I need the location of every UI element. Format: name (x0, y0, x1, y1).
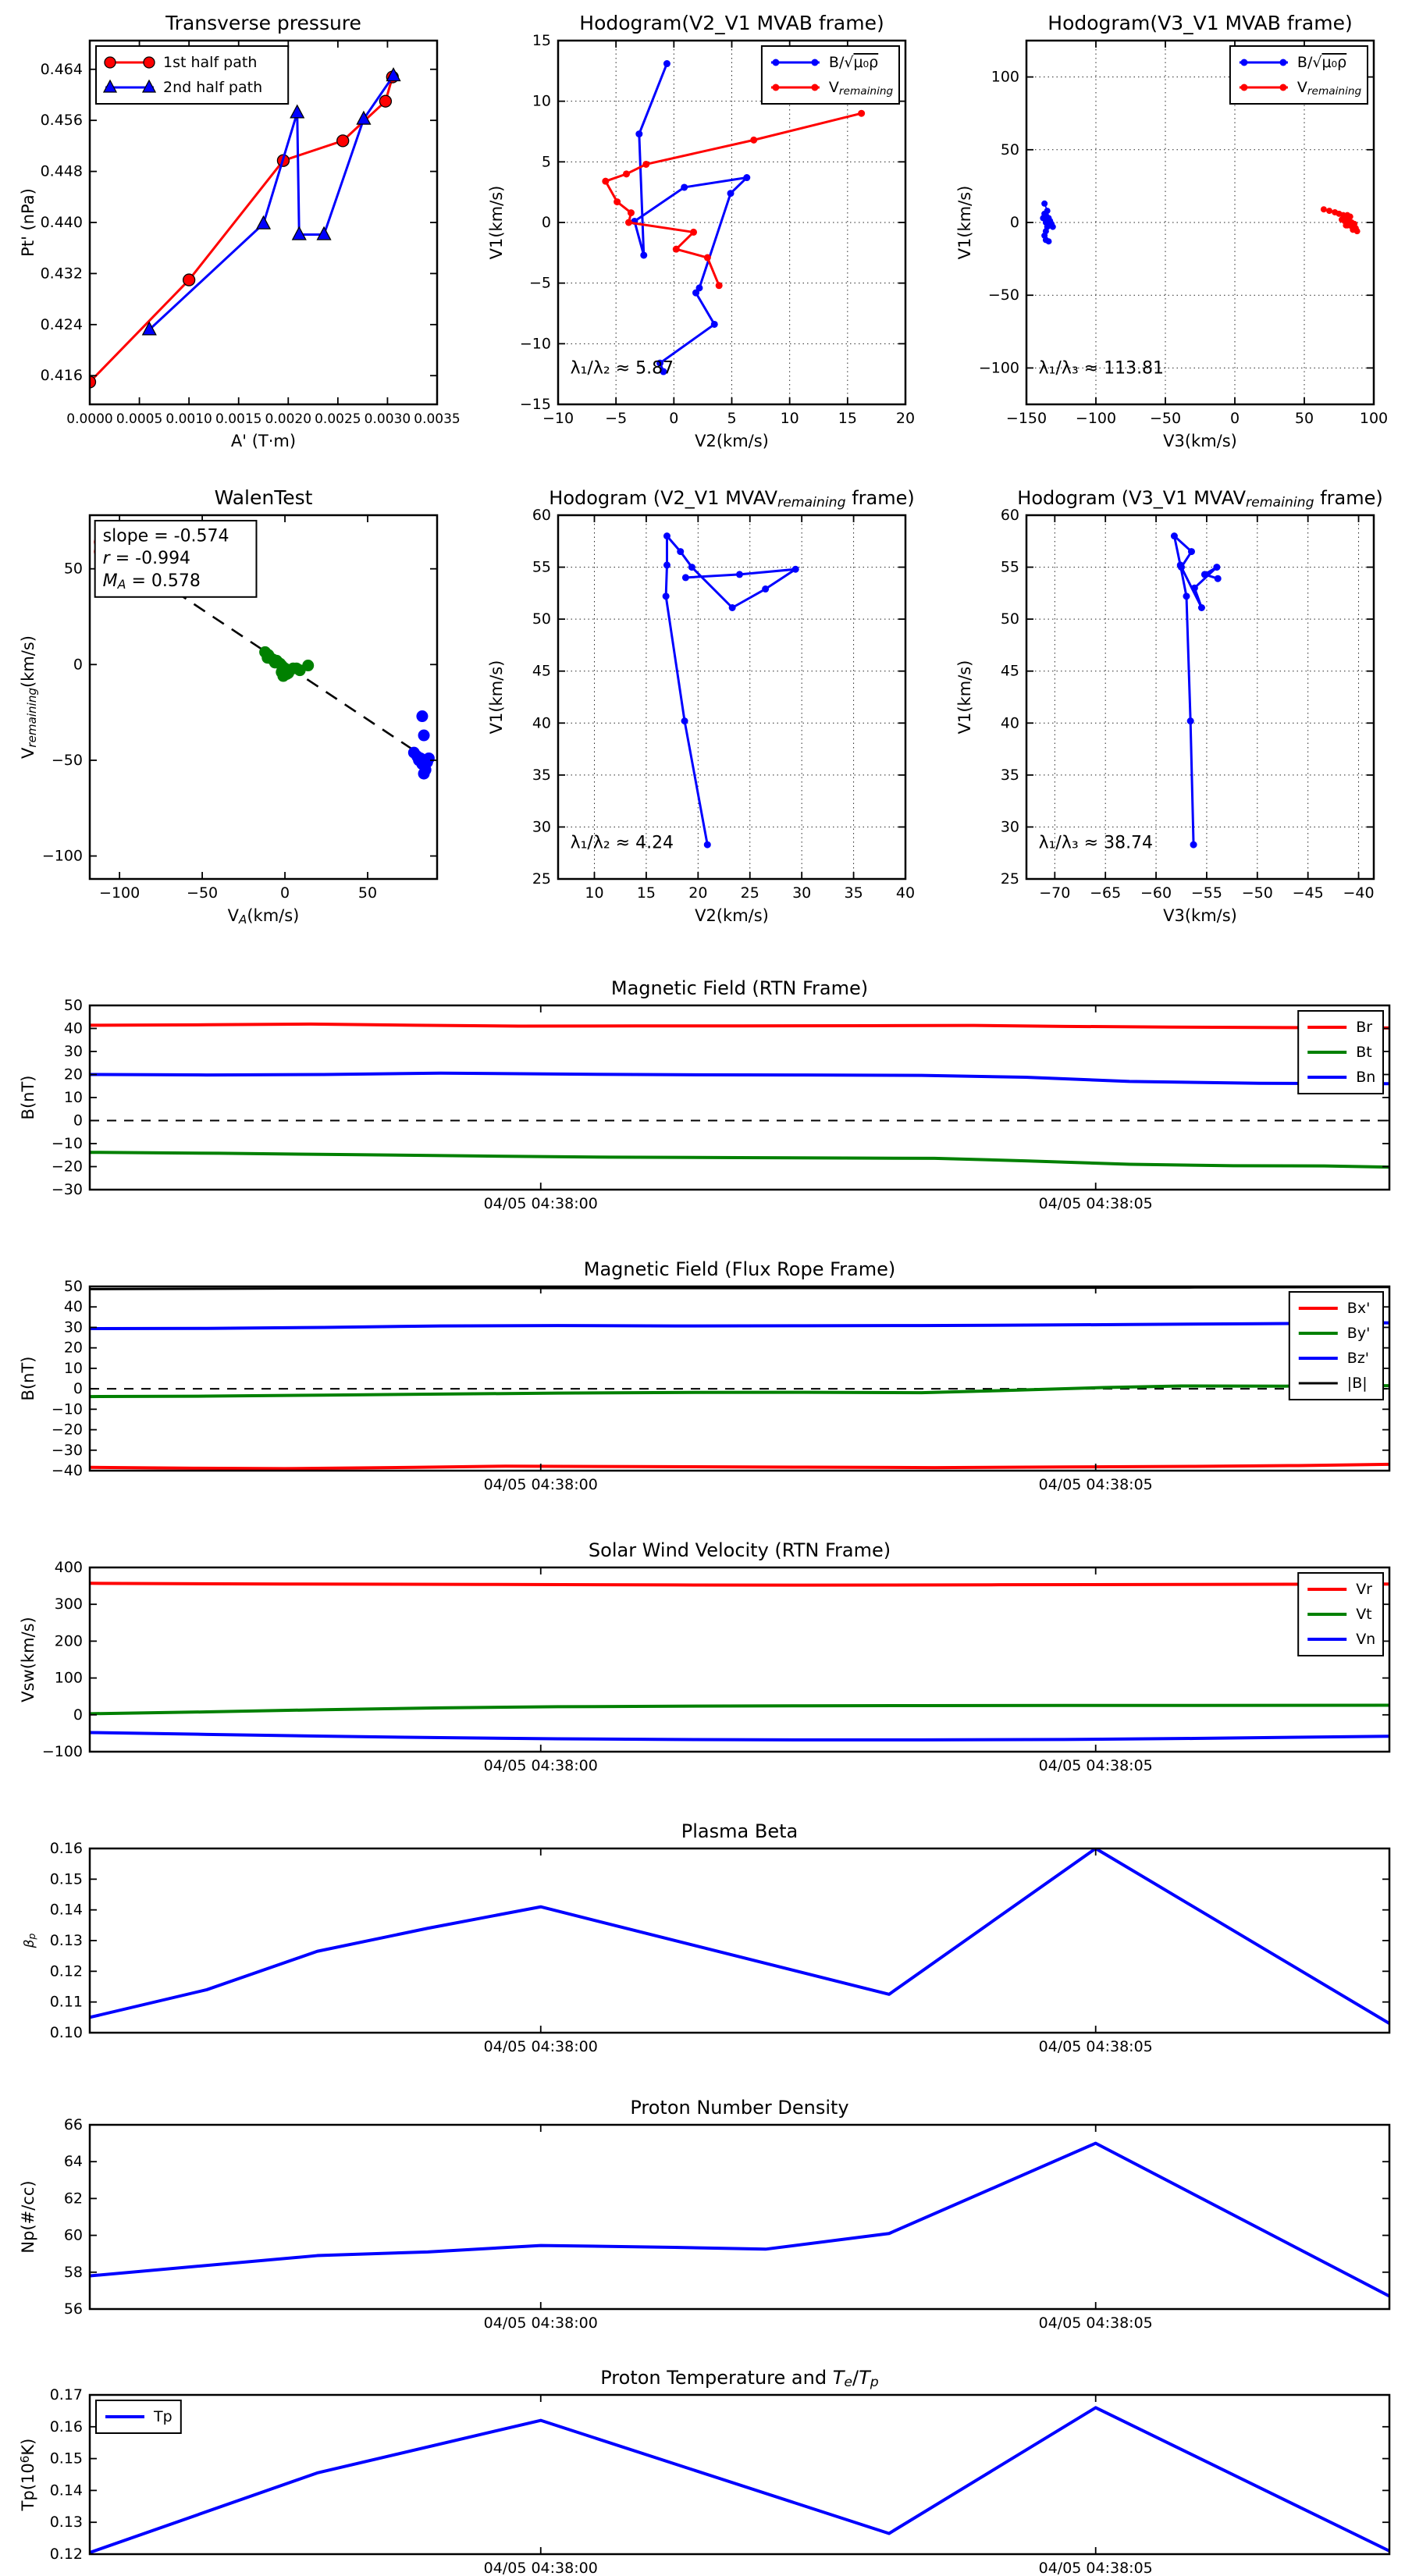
svg-text:10: 10 (532, 92, 551, 110)
svg-text:V1(km/s): V1(km/s) (487, 660, 506, 735)
plot-swv-rtn (0, 1527, 1405, 1792)
svg-text:−50: −50 (1241, 884, 1273, 902)
svg-text:B/√μ₀ρ: B/√μ₀ρ (1297, 54, 1347, 71)
svg-text:0.448: 0.448 (40, 162, 83, 180)
svg-text:λ₁/λ₃ ≈ 38.74: λ₁/λ₃ ≈ 38.74 (1038, 833, 1154, 853)
svg-text:0.0035: 0.0035 (414, 411, 461, 427)
svg-text:−60: −60 (1140, 884, 1172, 902)
chart-proton-number-density (0, 2084, 1405, 2350)
svg-text:04/05 04:38:05: 04/05 04:38:05 (1038, 2038, 1153, 2055)
svg-text:04/05 04:38:05: 04/05 04:38:05 (1038, 2314, 1153, 2332)
svg-text:30: 30 (63, 1318, 83, 1336)
svg-text:slope = -0.574: slope = -0.574 (102, 526, 229, 546)
svg-text:04/05 04:38:05: 04/05 04:38:05 (1038, 1476, 1153, 1493)
svg-text:0.416: 0.416 (40, 367, 83, 385)
svg-text:Tp(106K): Tp(106K) (18, 2438, 37, 2511)
svg-text:50: 50 (357, 884, 378, 902)
svg-text:A' (T·m): A' (T·m) (230, 432, 297, 450)
plot-proton-density (0, 2084, 1405, 2350)
svg-text:Magnetic Field (Flux Rope Fram: Magnetic Field (Flux Rope Frame) (583, 1258, 896, 1280)
svg-text:Plasma Beta: Plasma Beta (681, 1820, 799, 1842)
svg-text:Magnetic Field (RTN Frame): Magnetic Field (RTN Frame) (610, 977, 869, 999)
svg-text:50: 50 (1000, 141, 1019, 158)
svg-text:04/05 04:38:05: 04/05 04:38:05 (1038, 2560, 1153, 2576)
svg-text:λ₁/λ₂ ≈ 4.24: λ₁/λ₂ ≈ 4.24 (570, 833, 674, 853)
svg-text:50: 50 (1294, 410, 1314, 427)
svg-text:04/05 04:38:00: 04/05 04:38:00 (483, 2038, 598, 2055)
svg-text:04/05 04:38:00: 04/05 04:38:00 (483, 1757, 598, 1774)
svg-text:20: 20 (63, 1066, 83, 1083)
svg-text:0.424: 0.424 (40, 315, 83, 333)
svg-text:45: 45 (532, 662, 551, 680)
svg-text:−10: −10 (542, 410, 574, 427)
svg-text:V1(km/s): V1(km/s) (955, 660, 974, 735)
svg-text:Solar Wind Velocity (RTN Frame: Solar Wind Velocity (RTN Frame) (588, 1539, 891, 1561)
svg-text:55: 55 (1000, 558, 1019, 576)
svg-text:62: 62 (63, 2190, 83, 2208)
svg-text:04/05 04:38:00: 04/05 04:38:00 (483, 2314, 598, 2332)
svg-text:400: 400 (54, 1559, 83, 1576)
svg-text:V3(km/s): V3(km/s) (1163, 432, 1237, 450)
svg-text:−70: −70 (1039, 884, 1071, 902)
svg-text:20: 20 (63, 1339, 83, 1357)
svg-text:Br: Br (1356, 1019, 1373, 1036)
chart-hodogram-v2v1-mvab (468, 0, 937, 475)
svg-text:|B|: |B| (1346, 1375, 1368, 1392)
chart-plasma-beta (0, 1808, 1405, 2073)
plot-proton-temp (0, 2354, 1405, 2576)
svg-text:−65: −65 (1090, 884, 1122, 902)
svg-text:60: 60 (532, 507, 551, 524)
svg-text:V1(km/s): V1(km/s) (487, 185, 506, 260)
svg-text:0.15: 0.15 (49, 1870, 83, 1888)
svg-text:04/05 04:38:00: 04/05 04:38:00 (483, 2560, 598, 2576)
svg-text:20: 20 (895, 410, 916, 427)
svg-text:0.13: 0.13 (49, 2514, 83, 2532)
plot-mf-rtn (0, 965, 1405, 1230)
plot-hodogram-v3v1-mvab (937, 0, 1405, 475)
svg-text:0: 0 (73, 1706, 83, 1724)
svg-text:0.0025: 0.0025 (315, 411, 361, 427)
svg-text:−100: −100 (41, 1743, 83, 1760)
svg-text:Vn: Vn (1356, 1631, 1376, 1648)
svg-text:0.464: 0.464 (40, 60, 83, 78)
svg-text:V1(km/s): V1(km/s) (955, 185, 974, 260)
svg-text:Bz': Bz' (1346, 1350, 1370, 1367)
chart-hodogram-v3v1-mvab (937, 0, 1405, 475)
svg-text:0.10: 0.10 (49, 2024, 83, 2041)
svg-text:30: 30 (1000, 818, 1019, 836)
svg-text:Bt: Bt (1356, 1044, 1372, 1061)
svg-text:−100: −100 (978, 359, 1019, 377)
svg-text:0.0020: 0.0020 (265, 411, 312, 427)
svg-text:−10: −10 (51, 1400, 83, 1418)
svg-text:−150: −150 (1005, 410, 1048, 427)
svg-text:200: 200 (54, 1632, 83, 1650)
svg-text:0.13: 0.13 (49, 1932, 83, 1949)
svg-text:−55: −55 (1190, 884, 1222, 902)
svg-text:Hodogram (V3_V1 MVAVremaining: Hodogram (V3_V1 MVAVremaining frame) (1017, 487, 1383, 511)
svg-text:−50: −50 (1149, 410, 1182, 427)
svg-text:0.15: 0.15 (49, 2450, 83, 2467)
svg-text:−45: −45 (1292, 884, 1324, 902)
svg-text:−100: −100 (41, 847, 83, 865)
svg-text:VA(km/s): VA(km/s) (227, 906, 300, 927)
chart-transverse-pressure (0, 0, 468, 475)
svg-text:0.0000: 0.0000 (66, 411, 113, 427)
svg-text:−20: −20 (51, 1421, 83, 1439)
svg-text:100: 100 (54, 1669, 83, 1687)
svg-text:2nd half path: 2nd half path (163, 79, 263, 96)
svg-text:By': By' (1346, 1325, 1371, 1342)
chart-walen-test (0, 475, 468, 965)
svg-text:10: 10 (780, 410, 799, 427)
svg-text:15: 15 (532, 32, 551, 49)
svg-text:B(nT): B(nT) (19, 1075, 37, 1120)
svg-text:r = -0.994: r = -0.994 (102, 549, 191, 569)
svg-text:Vremaining: Vremaining (828, 79, 894, 98)
svg-text:0.12: 0.12 (49, 1962, 83, 1980)
svg-text:40: 40 (532, 714, 551, 732)
svg-text:30: 30 (792, 884, 812, 902)
plot-mf-frf (0, 1246, 1405, 1511)
svg-text:35: 35 (1000, 766, 1019, 784)
svg-text:Np(#/cc): Np(#/cc) (19, 2180, 37, 2254)
svg-text:04/05 04:38:05: 04/05 04:38:05 (1038, 1757, 1153, 1774)
svg-text:0: 0 (541, 214, 551, 231)
svg-text:−40: −40 (51, 1462, 83, 1479)
svg-text:B(nT): B(nT) (19, 1356, 37, 1401)
svg-text:100: 100 (1359, 410, 1389, 427)
svg-text:5: 5 (727, 410, 737, 427)
svg-text:Vremaining(km/s): Vremaining(km/s) (19, 635, 39, 760)
svg-text:Vsw(km/s): Vsw(km/s) (19, 1617, 37, 1703)
svg-text:50: 50 (63, 560, 83, 578)
svg-text:60: 60 (1000, 507, 1019, 524)
svg-text:Bn: Bn (1356, 1069, 1376, 1086)
svg-text:30: 30 (532, 818, 551, 836)
svg-text:−30: −30 (51, 1181, 83, 1198)
svg-text:0: 0 (1009, 214, 1019, 231)
svg-text:10: 10 (63, 1089, 83, 1106)
chart-proton-temperature (0, 2354, 1405, 2576)
svg-text:Proton Number Density: Proton Number Density (630, 2097, 849, 2119)
svg-text:20: 20 (688, 884, 708, 902)
svg-text:0.432: 0.432 (40, 265, 83, 283)
svg-text:0.14: 0.14 (49, 1901, 83, 1919)
svg-text:0.0005: 0.0005 (116, 411, 163, 427)
svg-text:04/05 04:38:00: 04/05 04:38:00 (483, 1195, 598, 1212)
svg-text:V3(km/s): V3(km/s) (1163, 906, 1237, 925)
svg-text:40: 40 (895, 884, 916, 902)
chart-hodogram-v2v1-mvav (468, 475, 937, 965)
svg-text:100: 100 (991, 68, 1019, 86)
svg-text:λ₁/λ₃ ≈ 113.81: λ₁/λ₃ ≈ 113.81 (1038, 358, 1165, 379)
svg-text:−10: −10 (519, 335, 551, 353)
svg-text:35: 35 (844, 884, 863, 902)
svg-text:Hodogram (V2_V1 MVAVremaining: Hodogram (V2_V1 MVAVremaining frame) (549, 487, 915, 511)
svg-text:Vr: Vr (1356, 1581, 1373, 1598)
svg-text:5: 5 (541, 153, 551, 171)
svg-text:40: 40 (1000, 714, 1019, 732)
svg-text:−100: −100 (99, 884, 140, 902)
svg-text:−50: −50 (51, 751, 83, 769)
chart-magnetic-field-rtn (0, 965, 1405, 1230)
svg-text:Tp: Tp (154, 2408, 173, 2425)
svg-text:50: 50 (63, 1278, 83, 1295)
svg-text:15: 15 (838, 410, 857, 427)
svg-text:66: 66 (63, 2116, 83, 2133)
svg-text:B/√μ₀ρ: B/√μ₀ρ (828, 54, 879, 71)
svg-text:0.456: 0.456 (40, 112, 83, 130)
svg-text:0.0015: 0.0015 (215, 411, 262, 427)
svg-text:0: 0 (73, 1112, 83, 1130)
svg-text:−50: −50 (187, 884, 219, 902)
chart-solar-wind-velocity (0, 1527, 1405, 1792)
svg-text:35: 35 (532, 766, 551, 784)
svg-text:58: 58 (63, 2263, 83, 2281)
svg-text:55: 55 (532, 558, 551, 576)
svg-text:25: 25 (740, 884, 759, 902)
svg-text:Hodogram(V2_V1 MVAB frame): Hodogram(V2_V1 MVAB frame) (579, 12, 884, 34)
svg-text:50: 50 (532, 610, 551, 628)
svg-text:0.16: 0.16 (49, 1840, 83, 1857)
svg-text:0: 0 (73, 1380, 83, 1398)
svg-text:50: 50 (1000, 610, 1019, 628)
svg-text:V2(km/s): V2(km/s) (695, 906, 769, 925)
svg-text:−30: −30 (51, 1441, 83, 1459)
svg-text:40: 40 (63, 1019, 83, 1037)
svg-text:0.14: 0.14 (49, 2482, 83, 2500)
svg-text:0.0010: 0.0010 (165, 411, 212, 427)
svg-text:04/05 04:38:05: 04/05 04:38:05 (1038, 1195, 1153, 1212)
svg-text:25: 25 (1000, 870, 1019, 888)
svg-text:0: 0 (1229, 410, 1240, 427)
svg-text:15: 15 (636, 884, 656, 902)
svg-text:−10: −10 (51, 1135, 83, 1152)
svg-text:0: 0 (73, 656, 83, 674)
svg-text:−50: −50 (987, 286, 1019, 304)
svg-text:Proton Temperature and Te/Tp: Proton Temperature and Te/Tp (600, 2367, 879, 2391)
svg-text:64: 64 (63, 2153, 83, 2171)
plot-hodogram-v2v1-mvav (468, 475, 937, 965)
svg-text:λ₁/λ₂ ≈ 5.87: λ₁/λ₂ ≈ 5.87 (570, 358, 674, 379)
svg-text:−5: −5 (528, 274, 551, 292)
svg-text:40: 40 (63, 1298, 83, 1316)
svg-text:−100: −100 (1075, 410, 1117, 427)
svg-text:60: 60 (63, 2226, 83, 2244)
svg-text:−40: −40 (1343, 884, 1375, 902)
svg-text:0.11: 0.11 (49, 1993, 83, 2011)
plot-transverse-pressure (0, 0, 468, 475)
svg-text:−15: −15 (519, 396, 551, 413)
svg-text:Bx': Bx' (1346, 1300, 1371, 1317)
svg-text:0.0030: 0.0030 (364, 411, 411, 427)
svg-text:0: 0 (669, 410, 679, 427)
svg-text:25: 25 (532, 870, 551, 888)
plot-walen-test (0, 475, 468, 965)
svg-text:Vt: Vt (1356, 1606, 1372, 1623)
svg-text:45: 45 (1000, 662, 1019, 680)
svg-text:0.12: 0.12 (49, 2546, 83, 2563)
svg-text:−5: −5 (605, 410, 628, 427)
svg-text:Pt' (nPa): Pt' (nPa) (19, 188, 37, 257)
svg-text:56: 56 (63, 2300, 83, 2318)
plot-hodogram-v3v1-mvav (937, 475, 1405, 965)
svg-text:WalenTest: WalenTest (214, 486, 313, 509)
svg-text:10: 10 (63, 1359, 83, 1377)
svg-text:−20: −20 (51, 1158, 83, 1176)
svg-text:Hodogram(V3_V1 MVAB frame): Hodogram(V3_V1 MVAB frame) (1048, 12, 1353, 34)
svg-text:300: 300 (54, 1596, 83, 1614)
svg-text:1st half path: 1st half path (163, 54, 258, 71)
svg-text:10: 10 (585, 884, 604, 902)
svg-text:30: 30 (63, 1043, 83, 1060)
svg-text:MA = 0.578: MA = 0.578 (102, 571, 201, 592)
plot-plasma-beta (0, 1808, 1405, 2073)
svg-text:04/05 04:38:00: 04/05 04:38:00 (483, 1476, 598, 1493)
svg-text:Vremaining: Vremaining (1297, 79, 1362, 98)
svg-text:0: 0 (280, 884, 290, 902)
chart-magnetic-field-flux-rope (0, 1246, 1405, 1511)
svg-text:V2(km/s): V2(km/s) (695, 432, 769, 450)
svg-text:0.16: 0.16 (49, 2418, 83, 2435)
plot-hodogram-v2v1-mvab (468, 0, 937, 475)
svg-text:0.17: 0.17 (49, 2386, 83, 2403)
chart-hodogram-v3v1-mvav (937, 475, 1405, 965)
svg-text:0.440: 0.440 (40, 214, 83, 231)
svg-text:50: 50 (63, 997, 83, 1014)
svg-text:βp: βp (22, 1933, 38, 1948)
svg-text:Transverse pressure: Transverse pressure (165, 12, 361, 34)
